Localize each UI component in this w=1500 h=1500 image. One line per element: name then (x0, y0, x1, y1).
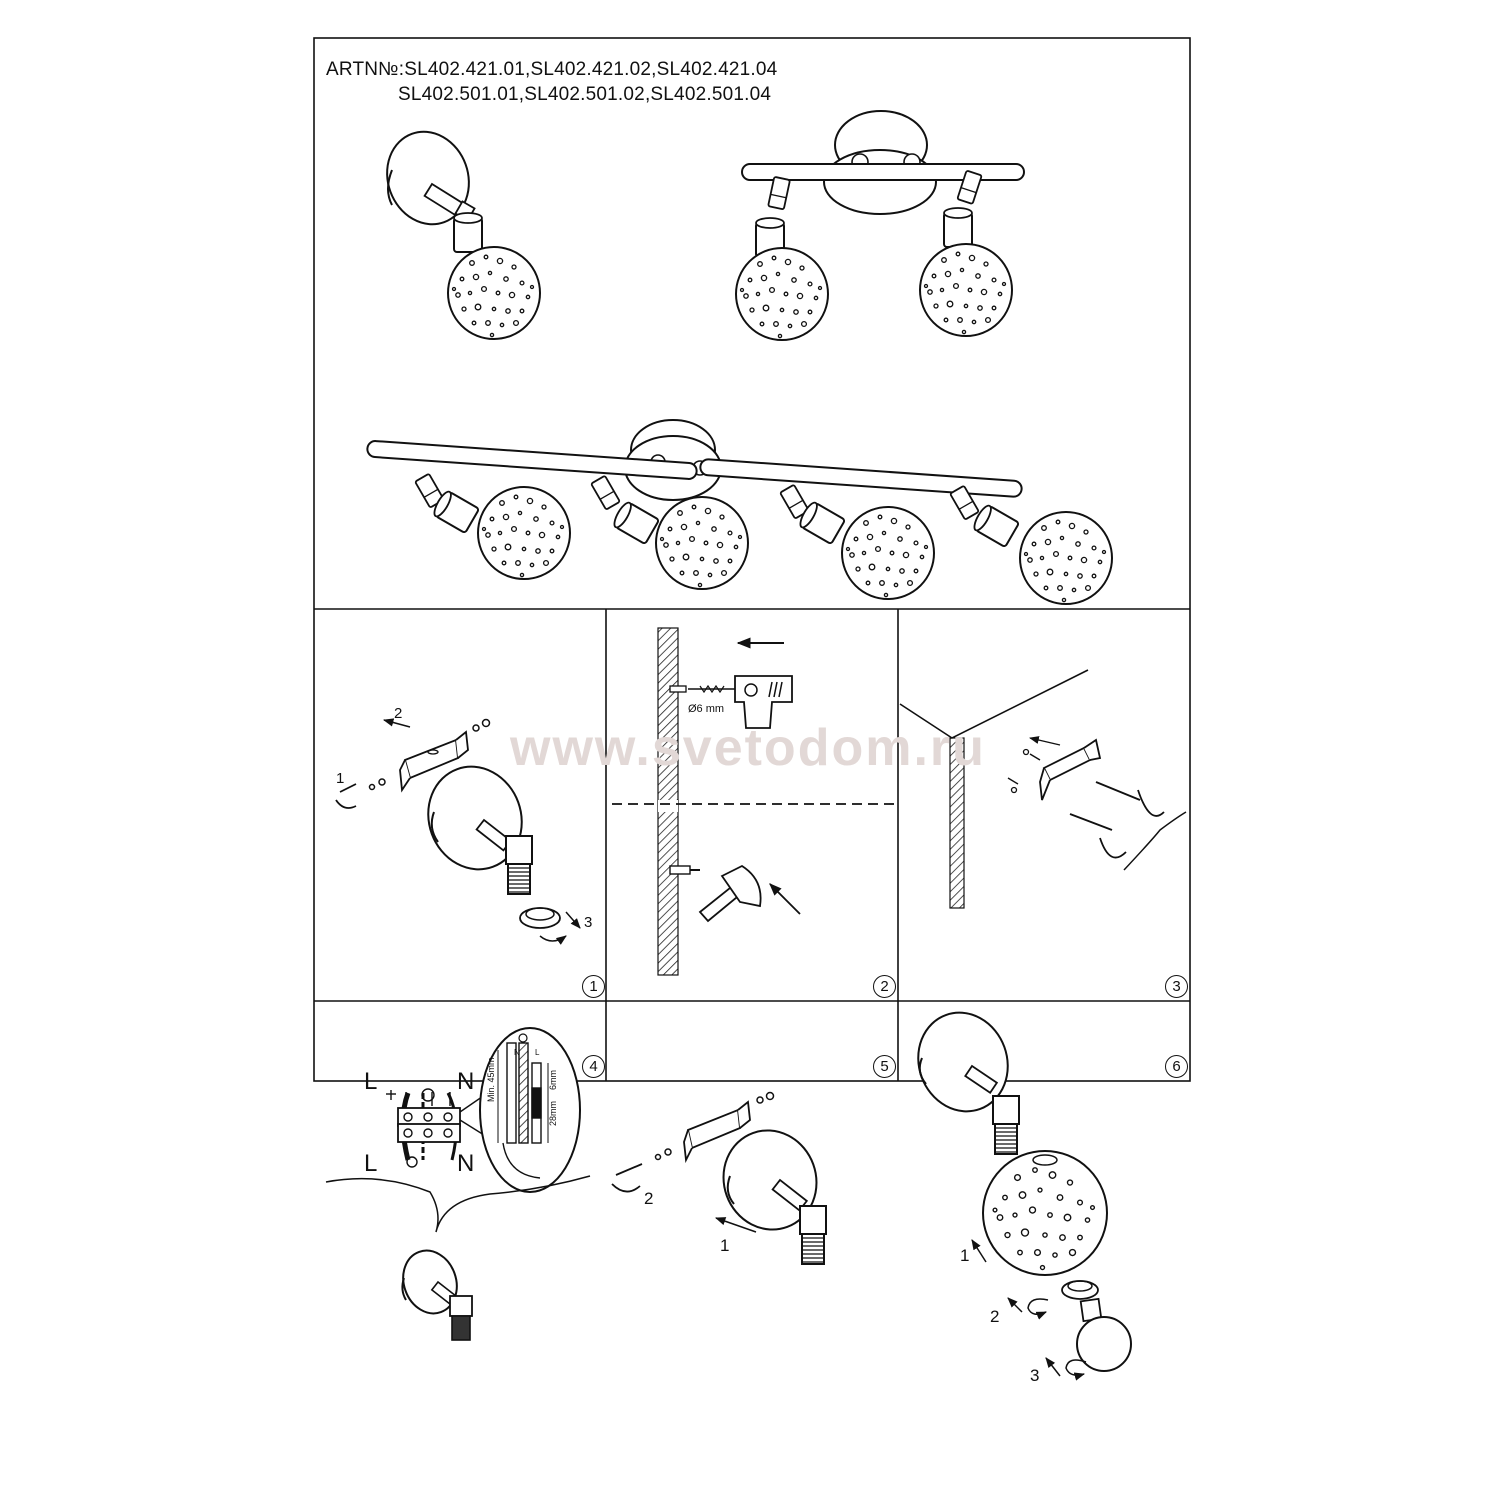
step-5-label-1: 1 (720, 1236, 730, 1255)
article-numbers-line-2: SL402.501.01,SL402.501.02,SL402.501.04 (398, 84, 772, 105)
step-3-drawing (900, 670, 1186, 908)
step-1-label-3: 3 (584, 914, 593, 931)
step-4-label-n-bottom: N (457, 1150, 475, 1177)
step-6-drawing (905, 1000, 1131, 1376)
article-numbers-line-1: ARTN№:SL402.421.01,SL402.421.02,SL402.421.04 (326, 59, 778, 80)
single-spot-drawing (374, 120, 540, 339)
step-6-label-1: 1 (960, 1246, 970, 1265)
step-4-label-n-top: N (457, 1068, 475, 1095)
step-4-label-l-top: L (364, 1068, 378, 1095)
step-6-number: 6 (1165, 1055, 1188, 1078)
double-spot-drawing (736, 111, 1024, 340)
step-4-label-l-bottom: L (364, 1150, 378, 1177)
detail-wire-label-l: L (535, 1048, 540, 1057)
watermark-text: www.svetodom.ru (510, 719, 986, 777)
step-5-label-2: 2 (644, 1189, 654, 1208)
detail-dim-min-45mm: Min. 45mm (486, 1057, 496, 1102)
drill-bit-size-label: Ø6 mm (688, 703, 725, 715)
step-4-number: 4 (582, 1055, 605, 1078)
detail-dim-6mm: 6mm (548, 1070, 558, 1090)
step-1-number: 1 (582, 975, 605, 998)
step-1-label-1: 1 (336, 770, 345, 787)
step-1-label-2: 2 (394, 705, 403, 722)
step-2-drawing (612, 628, 896, 975)
detail-wire-label-n: N (514, 1048, 520, 1057)
detail-dim-28mm: 28mm (548, 1100, 558, 1126)
step-6-label-3: 3 (1030, 1366, 1040, 1385)
step-3-number: 3 (1165, 975, 1188, 998)
quad-spot-drawing (367, 420, 1112, 604)
step-6-label-2: 2 (990, 1307, 1000, 1326)
step-2-number: 2 (873, 975, 896, 998)
step-5-number: 5 (873, 1055, 896, 1078)
